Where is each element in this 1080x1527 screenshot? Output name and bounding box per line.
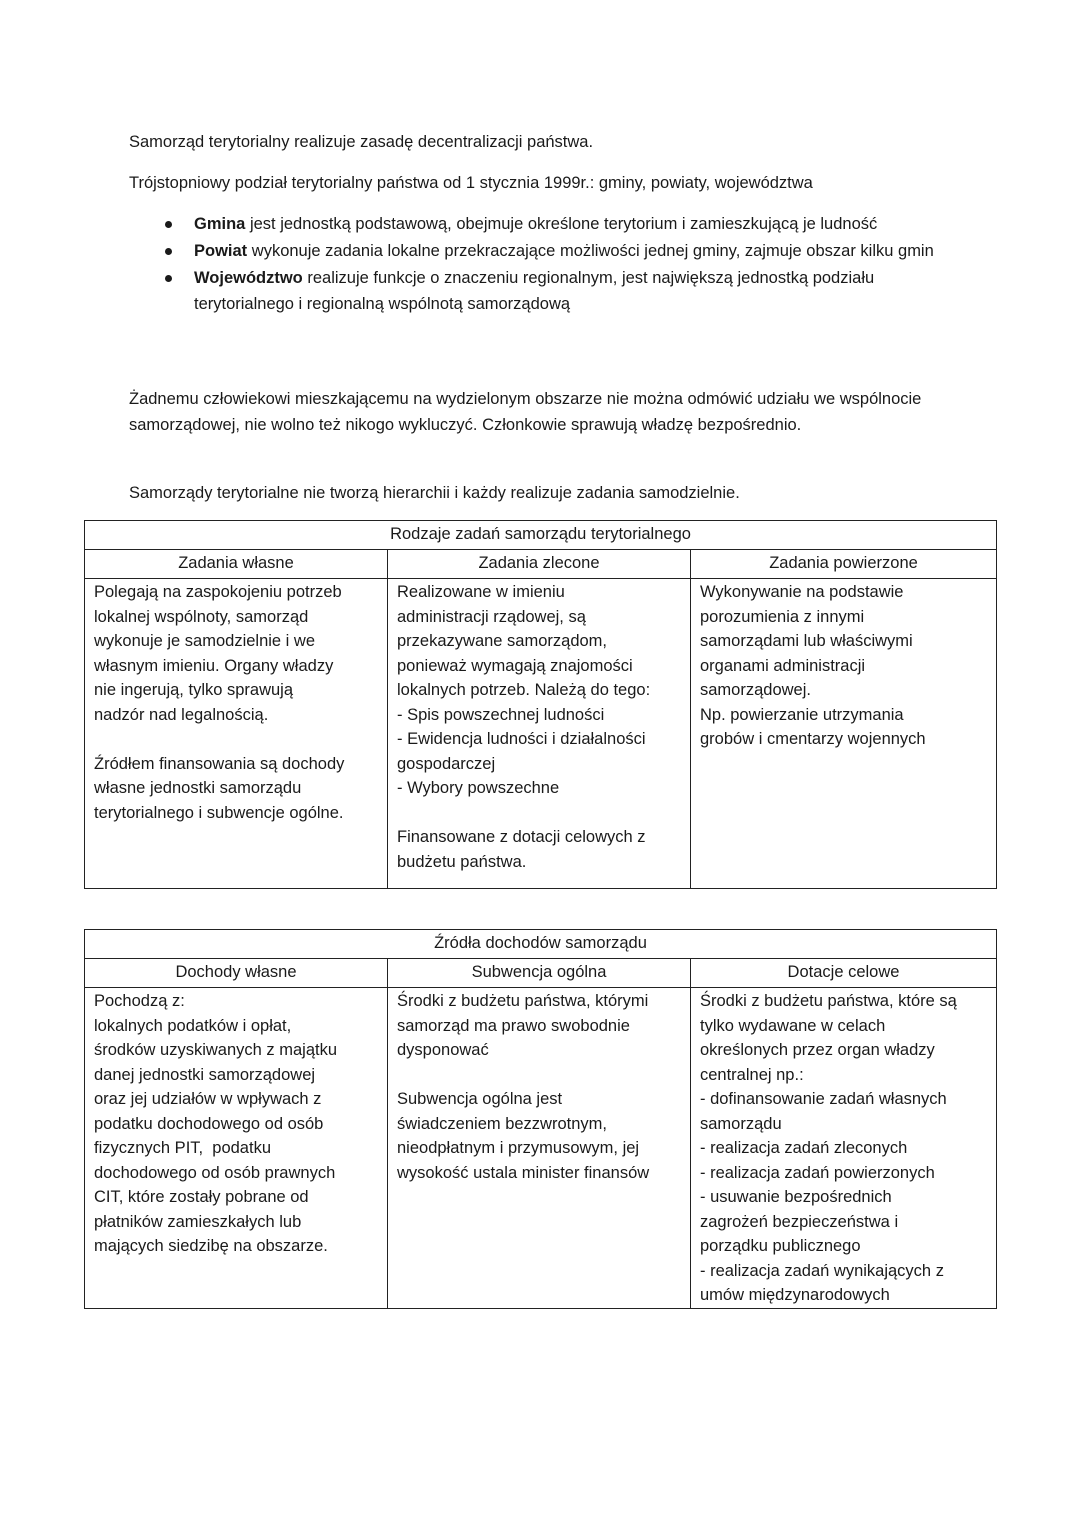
cell-own-tasks <box>85 579 388 889</box>
revenue-table-title: Źródła dochodów samorządu <box>85 930 997 959</box>
cell-text-line: lokalnych podatków i opłat, <box>94 1016 292 1035</box>
cell-text-line: Subwencja ogólna jest <box>397 1090 563 1108</box>
list-item-text: jest jednostką podstawową, obejmuje określone terytorium i zamieszkującą je ludność <box>245 215 878 233</box>
cell-text-line: centralnej np.: <box>700 1065 804 1084</box>
cell-text-line: zagrożeń bezpieczeństwa i <box>700 1212 899 1231</box>
cell-general-subsidy <box>388 988 691 1309</box>
list-item <box>129 211 959 237</box>
paragraph-hierarchy: Samorządy terytorialne nie tworzą hierarchii i każdy realizuje zadania samodzielnie. <box>129 484 740 502</box>
cell-text-line: Realizowane w imieniu <box>397 583 565 601</box>
cell-text-line: Finansowane z dotacji celowych z <box>397 828 646 846</box>
cell-text-line: podatku dochodowego od osób <box>94 1114 324 1133</box>
cell-text-line: organami administracji <box>700 656 866 675</box>
cell-entrusted-tasks <box>691 579 997 889</box>
cell-text-line: - realizacja zadań wynikających z <box>700 1261 944 1280</box>
cell-targeted-grants <box>691 988 997 1309</box>
cell-text-line: świadczeniem bezzwrotnym, <box>397 1114 607 1133</box>
cell-text-line: samorządowej. <box>700 681 811 699</box>
cell-text-line: Źródłem finansowania są dochody <box>94 754 345 773</box>
list-item-term: Gmina <box>194 215 246 233</box>
cell-text-line: - realizacja zadań zleconych <box>700 1139 908 1157</box>
cell-text-line: samorządu <box>700 1114 782 1133</box>
tasks-table <box>84 520 997 889</box>
list-item-term: Województwo <box>194 269 303 287</box>
cell-text-line: Środki z budżetu państwa, które są <box>700 992 957 1010</box>
cell-text-line: - Spis powszechnej ludności <box>397 705 605 724</box>
cell-text-line: lokalnych potrzeb. Należą do tego: <box>397 681 651 699</box>
cell-text-line: grobów i cmentarzy wojennych <box>700 730 926 748</box>
cell-text-line: umów międzynarodowych <box>700 1286 890 1304</box>
cell-spacer <box>397 1063 681 1088</box>
division-list <box>129 211 959 318</box>
paragraph-membership: Żadnemu człowiekowi mieszkającemu na wydzielonym obszarze nie można odmówić udziału we wspólnocie samorządowej, nie wolno też nikogo wykluczyć. Członkowie sprawują władzę bezpośrednio. <box>129 390 922 434</box>
cell-text-line: wysokość ustala minister finansów <box>397 1163 650 1182</box>
cell-text-line: oraz jej udziałów w wpływach z <box>94 1090 322 1108</box>
cell-text-line: danej jednostki samorządowej <box>94 1065 316 1084</box>
cell-text-line: własnym imieniu. Organy władzy <box>94 656 334 675</box>
list-item-term: Powiat <box>194 242 248 260</box>
cell-text-line: nadzór nad legalnością. <box>94 705 269 724</box>
cell-text-line: wykonuje je samodzielnie i we <box>94 632 316 650</box>
cell-text-line: gospodarczej <box>397 754 496 773</box>
cell-text-line: dochodowego od osób prawnych <box>94 1163 336 1182</box>
column-header-targeted-grants: Dotacje celowe <box>691 959 997 988</box>
tasks-table-title: Rodzaje zadań samorządu terytorialnego <box>85 521 997 550</box>
cell-text-line: porozumienia z innymi <box>700 607 865 626</box>
paragraph-division: Trójstopniowy podział terytorialny państwa od 1 stycznia 1999r.: gminy, powiaty, województwa <box>129 174 813 192</box>
cell-text-line: określonych przez organ władzy <box>700 1041 935 1059</box>
cell-text-line: Np. powierzanie utrzymania <box>700 705 904 724</box>
cell-text-line: - dofinansowanie zadań własnych <box>700 1090 947 1108</box>
column-header-general-subsidy: Subwencja ogólna <box>388 959 691 988</box>
cell-text-line: środków uzyskiwanych z majątku <box>94 1041 338 1059</box>
cell-text-line: własne jednostki samorządu <box>94 779 302 797</box>
cell-spacer <box>94 727 378 752</box>
cell-text-line: Środki z budżetu państwa, którymi <box>397 992 649 1010</box>
cell-text-line: tylko wydawane w celach <box>700 1016 886 1035</box>
cell-text-line: porządku publicznego <box>700 1237 861 1255</box>
cell-text-line: nieodpłatnym i przymusowym, jej <box>397 1139 640 1157</box>
cell-text-line: lokalnej wspólnoty, samorząd <box>94 607 309 626</box>
cell-text-line: samorządami lub właściwymi <box>700 632 913 650</box>
bullet-icon <box>165 221 172 228</box>
cell-text-line: Pochodzą z: <box>94 992 185 1010</box>
cell-text-line: - Ewidencja ludności i działalności <box>397 730 646 748</box>
cell-text-line: - usuwanie bezpośrednich <box>700 1188 892 1206</box>
paragraph-intro: Samorząd terytorialny realizuje zasadę decentralizacji państwa. <box>129 133 594 151</box>
cell-text-line: Wykonywanie na podstawie <box>700 583 904 601</box>
list-item-text: realizuje funkcje o znaczeniu regionalnym, jest największą jednostką podziału terytorialnego i regionalną wspólnotą samorządową <box>194 269 875 313</box>
list-item <box>129 238 959 264</box>
cell-own-revenue <box>85 988 388 1309</box>
cell-text-line: przekazywane samorządom, <box>397 632 608 650</box>
cell-text-line: fizycznych PIT, podatku <box>94 1139 271 1157</box>
cell-delegated-tasks <box>388 579 691 889</box>
column-header-delegated-tasks: Zadania zlecone <box>388 550 691 579</box>
column-header-own-revenue: Dochody własne <box>85 959 388 988</box>
cell-text-line: mających siedzibę na obszarze. <box>94 1237 328 1255</box>
bullet-icon <box>165 248 172 255</box>
cell-text-line: - realizacja zadań powierzonych <box>700 1163 935 1182</box>
cell-text-line: Polegają na zaspokojeniu potrzeb <box>94 583 342 601</box>
cell-text-line: płatników zamieszkałych lub <box>94 1212 302 1231</box>
cell-text-line: samorząd ma prawo swobodnie <box>397 1016 630 1035</box>
cell-text-line: terytorialnego i subwencje ogólne. <box>94 803 344 822</box>
bullet-icon <box>165 275 172 282</box>
cell-text-line: ponieważ wymagają znajomości <box>397 656 633 675</box>
cell-text-line: administracji rządowej, są <box>397 607 586 626</box>
column-header-own-tasks: Zadania własne <box>85 550 388 579</box>
list-item <box>129 265 959 317</box>
revenue-table <box>84 929 997 1309</box>
column-header-entrusted-tasks: Zadania powierzone <box>691 550 997 579</box>
cell-text-line: nie ingerują, tylko sprawują <box>94 681 294 699</box>
cell-text-line: CIT, które zostały pobrane od <box>94 1188 309 1206</box>
list-item-text: wykonuje zadania lokalne przekraczające możliwości jednej gminy, zajmuje obszar kilku gmin <box>247 242 934 260</box>
cell-text-line: - Wybory powszechne <box>397 779 560 797</box>
cell-text-line: budżetu państwa. <box>397 852 527 871</box>
cell-text-line: dysponować <box>397 1041 489 1059</box>
cell-spacer <box>397 801 681 826</box>
